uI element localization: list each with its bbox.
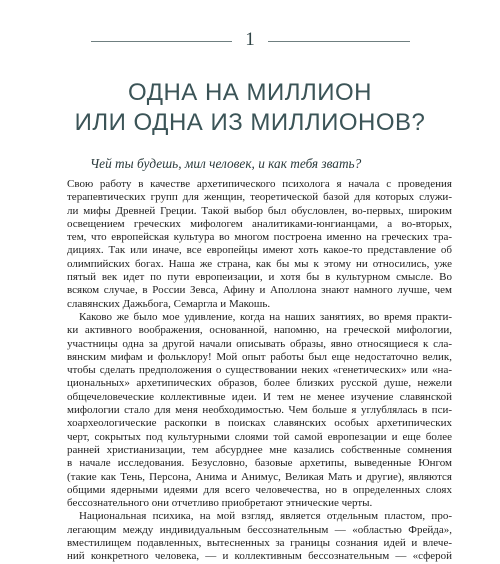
text-line: всяком случае, в России Зевса, Афину и Аполлона знают намного лучше, чем <box>67 284 452 297</box>
text-line: (такие как Тень, Персона, Анима и Анимус, Великая Мать и другие), являются <box>67 470 452 483</box>
text-line: вместилищем подавленных, вытесненных за границы сознания идей и влече- <box>67 537 452 550</box>
epigraph: Чей ты будешь, мил человек, и как тебя звать? <box>90 156 362 171</box>
text-line: терапевтических групп для женщин, теоретической базой для которых служи- <box>67 191 452 204</box>
text-line: ли мифы Древней Греции. Такой выбор был обусловлен, во-первых, широким <box>67 204 452 217</box>
text-line: славянских Дажьбога, Семаргла и Макошь. <box>67 297 271 310</box>
text-line: в начале исследования. Безусловно, базовые архетипы, выведенные Юнгом <box>67 457 452 470</box>
chapter-number: 1 <box>232 28 268 52</box>
chapter-title-line-1: ОДНА НА МИЛЛИОН <box>128 79 372 106</box>
text-line: ки активного воображения, основанной, напомню, на греческой мифологии, <box>67 324 452 337</box>
body-text <box>67 178 452 564</box>
text-line: общими ядерными идеями для всего человечества, но в определенных слоях <box>67 483 452 496</box>
text-line: дициях. Так или иначе, все европейцы имеют хоть какое-то представление об <box>67 244 452 257</box>
text-line: черт, сокрытых под культурными слоями той самой европезации и еще более <box>67 430 452 443</box>
text-line: пятый век идет по пути европеизации, и хотя бы в культурном смысле. Во <box>67 271 452 284</box>
text-line: Свою работу в качестве архетипического психолога я начала с проведения <box>67 178 452 190</box>
text-line: ранней христианизации, тем абсурднее мне казались собственные сомнения <box>67 443 452 456</box>
text-line: мифологии стало для меня необходимостью. Чем больше я углублялась в пси- <box>67 404 452 417</box>
text-line: общечеловеческие коллективные идеи. И тем не менее изучение славянской <box>67 390 452 403</box>
text-line: бессознательного они отчетливо приобретают этнические черты. <box>67 497 373 510</box>
chapter-title <box>40 78 460 138</box>
text-line: хоархеологические раскопки в поисках славянских особых архетипических <box>67 417 452 430</box>
text-line: Национальная психика, на мой взгляд, является отдельным пластом, про- <box>79 510 452 523</box>
text-line: легающим между индивидуальным бессознательным — «областью Фрейда», <box>67 523 452 536</box>
text-line: циональных» архетипических образов, более близких русской душе, нежели <box>67 377 452 390</box>
text-line: вянским мифам и фольклору! Мой опыт работы был еще недостаточно велик, <box>67 350 452 363</box>
text-line: освещением греческих мифологем аналитиками-юнгианцами, а во-вторых, <box>67 217 452 230</box>
text-line: Каково же было мое удивление, когда на наших занятиях, во время практи- <box>79 310 452 323</box>
text-line: ний конкретного человека, — и коллективным бессознательным — «сферой <box>67 550 452 563</box>
text-line: чтобы сделать предположения о существовании неких «генетических» или «на- <box>67 364 452 377</box>
text-line: участницы одна за другой начали описывать образы, явно относящиеся к сла- <box>67 337 452 350</box>
chapter-title-line-2: ИЛИ ОДНА ИЗ МИЛЛИОНОВ? <box>74 109 426 136</box>
text-line: олимпийских богах. Наша же страна, как бы мы к этому ни относились, уже <box>67 257 452 270</box>
text-line: тем, что европейская культура во многом построена именно на греческих тра- <box>67 231 452 244</box>
